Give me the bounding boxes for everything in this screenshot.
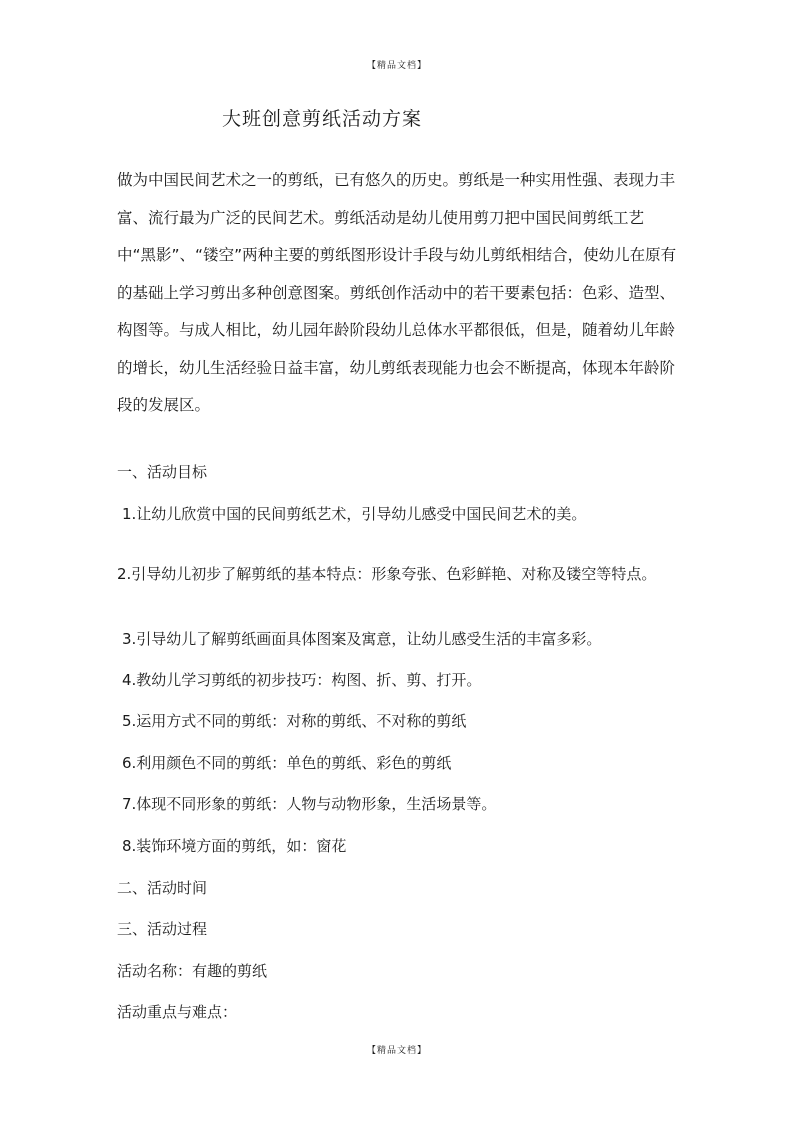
goal-item-5: 5.运用方式不同的剪纸：对称的剪纸、不对称的剪纸 — [122, 712, 467, 730]
goal-item-7: 7.体现不同形象的剪纸：人物与动物形象，生活场景等。 — [122, 795, 497, 813]
section-heading-time: 二、活动时间 — [117, 879, 208, 897]
intro-paragraph: 做为中国民间艺术之一的剪纸，已有悠久的历史。剪纸是一种实用性强、表现力丰富、流行最为广泛的民间艺术。剪纸活动是幼儿使用剪刀把中国民间剪纸工艺中“黑影”、“镂空”两种主要的剪纸图形设计手段与幼儿剪纸相结合，使幼儿在原有的基础上学习剪出多种创意图案。剪纸创作活动中的若干要素包括：色彩、造型、构图等。与成人相比，幼儿园年龄阶段幼儿总体水平都很低，但是，随着幼儿年龄的增长，幼儿生活经验日益丰富，幼儿剪纸表现能力也会不断提高，体现本年龄阶段的发展区。 — [117, 171, 677, 414]
goal-item-6: 6.利用颜色不同的剪纸：单色的剪纸、彩色的剪纸 — [122, 754, 452, 772]
document-title: 大班创意剪纸活动方案 — [222, 108, 423, 130]
section-heading-goals: 一、活动目标 — [117, 463, 208, 481]
activity-focus: 活动重点与难点： — [117, 1003, 238, 1021]
activity-name: 活动名称：有趣的剪纸 — [117, 962, 268, 980]
goal-item-4: 4.教幼儿学习剪纸的初步技巧：构图、折、剪、打开。 — [122, 671, 482, 689]
goal-item-8: 8.装饰环境方面的剪纸，如：窗花 — [122, 837, 347, 855]
page-footer: 【精品文档】 — [366, 1046, 427, 1056]
page-header: 【精品文档】 — [366, 61, 427, 71]
goal-item-3: 3.引导幼儿了解剪纸画面具体图案及寓意，让幼儿感受生活的丰富多彩。 — [122, 630, 602, 648]
section-heading-process: 三、活动过程 — [117, 920, 208, 938]
goal-item-2: 2.引导幼儿初步了解剪纸的基本特点：形象夸张、色彩鲜艳、对称及镂空等特点。 — [117, 565, 657, 583]
goal-item-1: 1.让幼儿欣赏中国的民间剪纸艺术，引导幼儿感受中国民间艺术的美。 — [122, 505, 587, 523]
